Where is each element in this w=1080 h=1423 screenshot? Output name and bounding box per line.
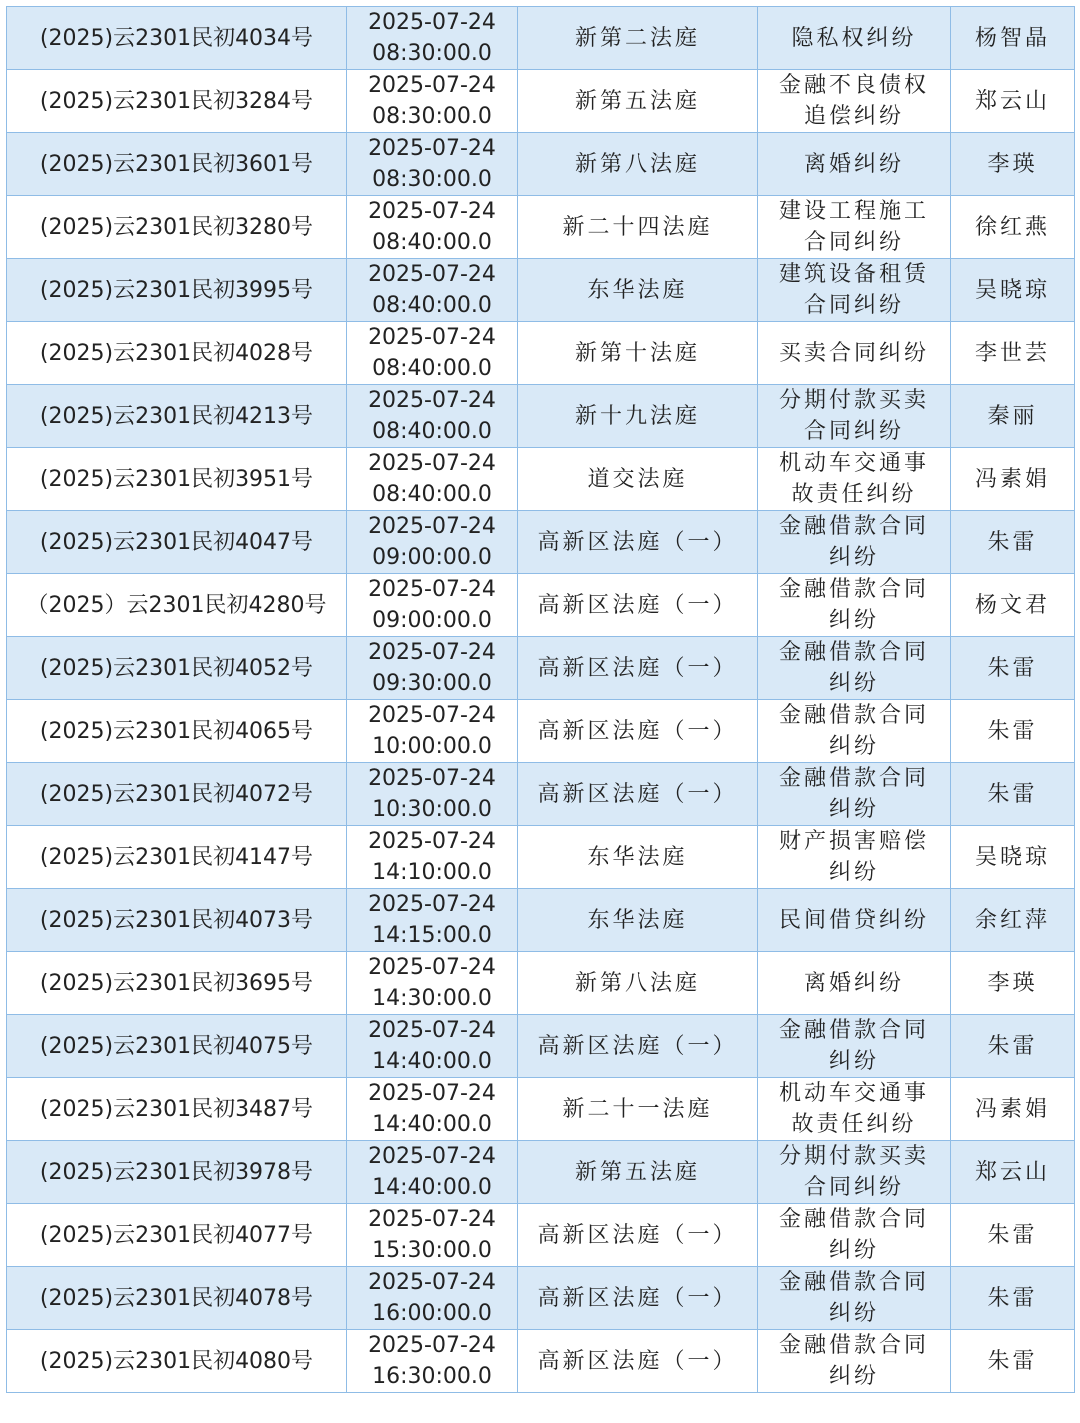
hearing-time-cell	[347, 133, 518, 196]
judge-cell: 杨文君	[951, 574, 1075, 637]
case-number-cell: (2025)云2301民初4073号	[7, 889, 347, 952]
hearing-clock-time: 08:30:00.0	[372, 104, 492, 129]
judge-cell: 朱雷	[951, 1204, 1075, 1267]
judge-cell: 朱雷	[951, 511, 1075, 574]
hearing-clock-time: 08:40:00.0	[372, 293, 492, 318]
courtroom-cell: 高新区法庭（一）	[518, 700, 758, 763]
courtroom-cell: 新十九法庭	[518, 385, 758, 448]
case-cause-cell: 金融借款合同纠纷	[758, 1267, 951, 1330]
case-number-cell: (2025)云2301民初4065号	[7, 700, 347, 763]
case-number-cell: (2025)云2301民初3487号	[7, 1078, 347, 1141]
case-cause-cell: 机动车交通事故责任纠纷	[758, 448, 951, 511]
hearing-time-cell	[347, 763, 518, 826]
hearing-clock-time: 14:40:00.0	[372, 1112, 492, 1137]
hearing-clock-time: 14:40:00.0	[372, 1049, 492, 1074]
judge-cell: 秦丽	[951, 385, 1075, 448]
table-row	[7, 1078, 1075, 1141]
hearing-date: 2025-07-24	[368, 703, 496, 728]
hearing-clock-time: 08:40:00.0	[372, 356, 492, 381]
case-number-cell: (2025)云2301民初3995号	[7, 259, 347, 322]
hearing-date: 2025-07-24	[368, 829, 496, 854]
hearing-date: 2025-07-24	[368, 262, 496, 287]
judge-cell: 郑云山	[951, 70, 1075, 133]
courtroom-cell: 新第五法庭	[518, 70, 758, 133]
hearing-date: 2025-07-24	[368, 892, 496, 917]
table-row	[7, 70, 1075, 133]
case-cause-cell: 金融借款合同纠纷	[758, 1330, 951, 1393]
table-row	[7, 1267, 1075, 1330]
case-cause-cell: 金融借款合同纠纷	[758, 637, 951, 700]
courtroom-cell: 高新区法庭（一）	[518, 1330, 758, 1393]
hearing-date: 2025-07-24	[368, 640, 496, 665]
table-row	[7, 700, 1075, 763]
hearing-clock-time: 08:30:00.0	[372, 41, 492, 66]
case-cause-cell: 民间借贷纠纷	[758, 889, 951, 952]
hearing-date: 2025-07-24	[368, 1333, 496, 1358]
case-number-cell: (2025)云2301民初4147号	[7, 826, 347, 889]
courtroom-cell: 高新区法庭（一）	[518, 574, 758, 637]
hearing-time-cell	[347, 448, 518, 511]
case-cause-cell: 金融不良债权追偿纠纷	[758, 70, 951, 133]
hearing-date: 2025-07-24	[368, 388, 496, 413]
table-row	[7, 889, 1075, 952]
courtroom-cell: 东华法庭	[518, 259, 758, 322]
hearing-date: 2025-07-24	[368, 325, 496, 350]
judge-cell: 朱雷	[951, 1330, 1075, 1393]
judge-cell: 朱雷	[951, 1015, 1075, 1078]
case-cause-cell: 金融借款合同纠纷	[758, 700, 951, 763]
courtroom-cell: 东华法庭	[518, 826, 758, 889]
table-row	[7, 1204, 1075, 1267]
case-number-cell: (2025)云2301民初4080号	[7, 1330, 347, 1393]
courtroom-cell: 高新区法庭（一）	[518, 511, 758, 574]
case-number-cell: (2025)云2301民初4052号	[7, 637, 347, 700]
hearing-date: 2025-07-24	[368, 10, 496, 35]
judge-cell: 吴晓琼	[951, 259, 1075, 322]
case-cause-cell: 离婚纠纷	[758, 133, 951, 196]
hearing-clock-time: 14:15:00.0	[372, 923, 492, 948]
case-cause-cell: 金融借款合同纠纷	[758, 511, 951, 574]
case-cause-cell: 机动车交通事故责任纠纷	[758, 1078, 951, 1141]
case-number-cell: (2025)云2301民初3280号	[7, 196, 347, 259]
case-cause-cell: 离婚纠纷	[758, 952, 951, 1015]
hearing-date: 2025-07-24	[368, 1018, 496, 1043]
hearing-date: 2025-07-24	[368, 73, 496, 98]
hearing-clock-time: 16:30:00.0	[372, 1364, 492, 1389]
judge-cell: 冯素娟	[951, 448, 1075, 511]
hearing-clock-time: 09:00:00.0	[372, 608, 492, 633]
courtroom-cell: 高新区法庭（一）	[518, 637, 758, 700]
hearing-time-cell	[347, 1204, 518, 1267]
case-cause-cell: 金融借款合同纠纷	[758, 763, 951, 826]
hearing-clock-time: 14:10:00.0	[372, 860, 492, 885]
hearing-time-cell	[347, 637, 518, 700]
courtroom-cell: 新第五法庭	[518, 1141, 758, 1204]
hearing-clock-time: 10:30:00.0	[372, 797, 492, 822]
hearing-date: 2025-07-24	[368, 577, 496, 602]
case-number-cell: (2025)云2301民初4078号	[7, 1267, 347, 1330]
case-number-cell: (2025)云2301民初4213号	[7, 385, 347, 448]
judge-cell: 朱雷	[951, 763, 1075, 826]
hearing-clock-time: 08:40:00.0	[372, 230, 492, 255]
case-cause-cell: 金融借款合同纠纷	[758, 574, 951, 637]
case-cause-cell: 分期付款买卖合同纠纷	[758, 385, 951, 448]
judge-cell: 李瑛	[951, 133, 1075, 196]
hearing-clock-time: 14:40:00.0	[372, 1175, 492, 1200]
judge-cell: 冯素娟	[951, 1078, 1075, 1141]
hearing-schedule-table-wrapper	[6, 6, 1074, 1417]
case-cause-cell: 金融借款合同纠纷	[758, 1015, 951, 1078]
hearing-time-cell	[347, 7, 518, 70]
hearing-time-cell	[347, 889, 518, 952]
table-row	[7, 133, 1075, 196]
hearing-clock-time: 08:30:00.0	[372, 167, 492, 192]
courtroom-cell: 高新区法庭（一）	[518, 1267, 758, 1330]
hearing-date: 2025-07-24	[368, 451, 496, 476]
hearing-clock-time: 08:40:00.0	[372, 419, 492, 444]
table-row	[7, 637, 1075, 700]
hearing-time-cell	[347, 952, 518, 1015]
hearing-date: 2025-07-24	[368, 1144, 496, 1169]
table-row	[7, 952, 1075, 1015]
hearing-clock-time: 09:30:00.0	[372, 671, 492, 696]
table-row	[7, 763, 1075, 826]
hearing-time-cell	[347, 511, 518, 574]
hearing-clock-time: 14:30:00.0	[372, 986, 492, 1011]
case-cause-cell: 隐私权纠纷	[758, 7, 951, 70]
case-number-cell: (2025)云2301民初3951号	[7, 448, 347, 511]
hearing-clock-time: 10:00:00.0	[372, 734, 492, 759]
table-row	[7, 574, 1075, 637]
case-number-cell: (2025)云2301民初4028号	[7, 322, 347, 385]
table-row	[7, 1330, 1075, 1393]
hearing-time-cell	[347, 322, 518, 385]
table-row	[7, 385, 1075, 448]
table-body	[7, 7, 1075, 1393]
hearing-date: 2025-07-24	[368, 1081, 496, 1106]
case-cause-cell: 分期付款买卖合同纠纷	[758, 1141, 951, 1204]
case-cause-cell: 买卖合同纠纷	[758, 322, 951, 385]
hearing-clock-time: 09:00:00.0	[372, 545, 492, 570]
table-row	[7, 7, 1075, 70]
hearing-time-cell	[347, 1078, 518, 1141]
case-cause-cell: 金融借款合同纠纷	[758, 1204, 951, 1267]
hearing-clock-time: 16:00:00.0	[372, 1301, 492, 1326]
hearing-date: 2025-07-24	[368, 199, 496, 224]
hearing-date: 2025-07-24	[368, 136, 496, 161]
hearing-time-cell	[347, 385, 518, 448]
case-cause-cell: 建设工程施工合同纠纷	[758, 196, 951, 259]
table-row	[7, 322, 1075, 385]
hearing-time-cell	[347, 574, 518, 637]
case-number-cell: (2025)云2301民初4034号	[7, 7, 347, 70]
table-row	[7, 448, 1075, 511]
hearing-time-cell	[347, 1267, 518, 1330]
case-number-cell: (2025)云2301民初4072号	[7, 763, 347, 826]
hearing-date: 2025-07-24	[368, 766, 496, 791]
case-number-cell: (2025)云2301民初4077号	[7, 1204, 347, 1267]
hearing-date: 2025-07-24	[368, 1207, 496, 1232]
judge-cell: 朱雷	[951, 637, 1075, 700]
courtroom-cell: 道交法庭	[518, 448, 758, 511]
hearing-time-cell	[347, 259, 518, 322]
table-row	[7, 1141, 1075, 1204]
courtroom-cell: 新二十四法庭	[518, 196, 758, 259]
case-number-cell: (2025)云2301民初3695号	[7, 952, 347, 1015]
hearing-date: 2025-07-24	[368, 1270, 496, 1295]
case-cause-cell: 建筑设备租赁合同纠纷	[758, 259, 951, 322]
case-number-cell: （2025）云2301民初4280号	[7, 574, 347, 637]
hearing-time-cell	[347, 70, 518, 133]
case-number-cell: (2025)云2301民初3978号	[7, 1141, 347, 1204]
case-number-cell: (2025)云2301民初3601号	[7, 133, 347, 196]
courtroom-cell: 新第八法庭	[518, 952, 758, 1015]
courtroom-cell: 新第十法庭	[518, 322, 758, 385]
judge-cell: 余红萍	[951, 889, 1075, 952]
judge-cell: 吴晓琼	[951, 826, 1075, 889]
judge-cell: 朱雷	[951, 1267, 1075, 1330]
hearing-time-cell	[347, 196, 518, 259]
hearing-date: 2025-07-24	[368, 955, 496, 980]
judge-cell: 徐红燕	[951, 196, 1075, 259]
hearing-schedule-table	[6, 6, 1075, 1393]
table-row	[7, 511, 1075, 574]
judge-cell: 朱雷	[951, 700, 1075, 763]
case-number-cell: (2025)云2301民初4075号	[7, 1015, 347, 1078]
table-row	[7, 1015, 1075, 1078]
hearing-time-cell	[347, 826, 518, 889]
courtroom-cell: 高新区法庭（一）	[518, 1204, 758, 1267]
judge-cell: 郑云山	[951, 1141, 1075, 1204]
hearing-date: 2025-07-24	[368, 514, 496, 539]
judge-cell: 李瑛	[951, 952, 1075, 1015]
hearing-time-cell	[347, 700, 518, 763]
table-row	[7, 259, 1075, 322]
hearing-time-cell	[347, 1141, 518, 1204]
courtroom-cell: 新第八法庭	[518, 133, 758, 196]
hearing-time-cell	[347, 1015, 518, 1078]
judge-cell: 李世芸	[951, 322, 1075, 385]
hearing-clock-time: 08:40:00.0	[372, 482, 492, 507]
courtroom-cell: 东华法庭	[518, 889, 758, 952]
case-number-cell: (2025)云2301民初4047号	[7, 511, 347, 574]
table-row	[7, 196, 1075, 259]
case-number-cell: (2025)云2301民初3284号	[7, 70, 347, 133]
judge-cell: 杨智晶	[951, 7, 1075, 70]
courtroom-cell: 新第二法庭	[518, 7, 758, 70]
courtroom-cell: 高新区法庭（一）	[518, 1015, 758, 1078]
case-cause-cell: 财产损害赔偿纠纷	[758, 826, 951, 889]
courtroom-cell: 新二十一法庭	[518, 1078, 758, 1141]
table-row	[7, 826, 1075, 889]
hearing-time-cell	[347, 1330, 518, 1393]
courtroom-cell: 高新区法庭（一）	[518, 763, 758, 826]
hearing-clock-time: 15:30:00.0	[372, 1238, 492, 1263]
